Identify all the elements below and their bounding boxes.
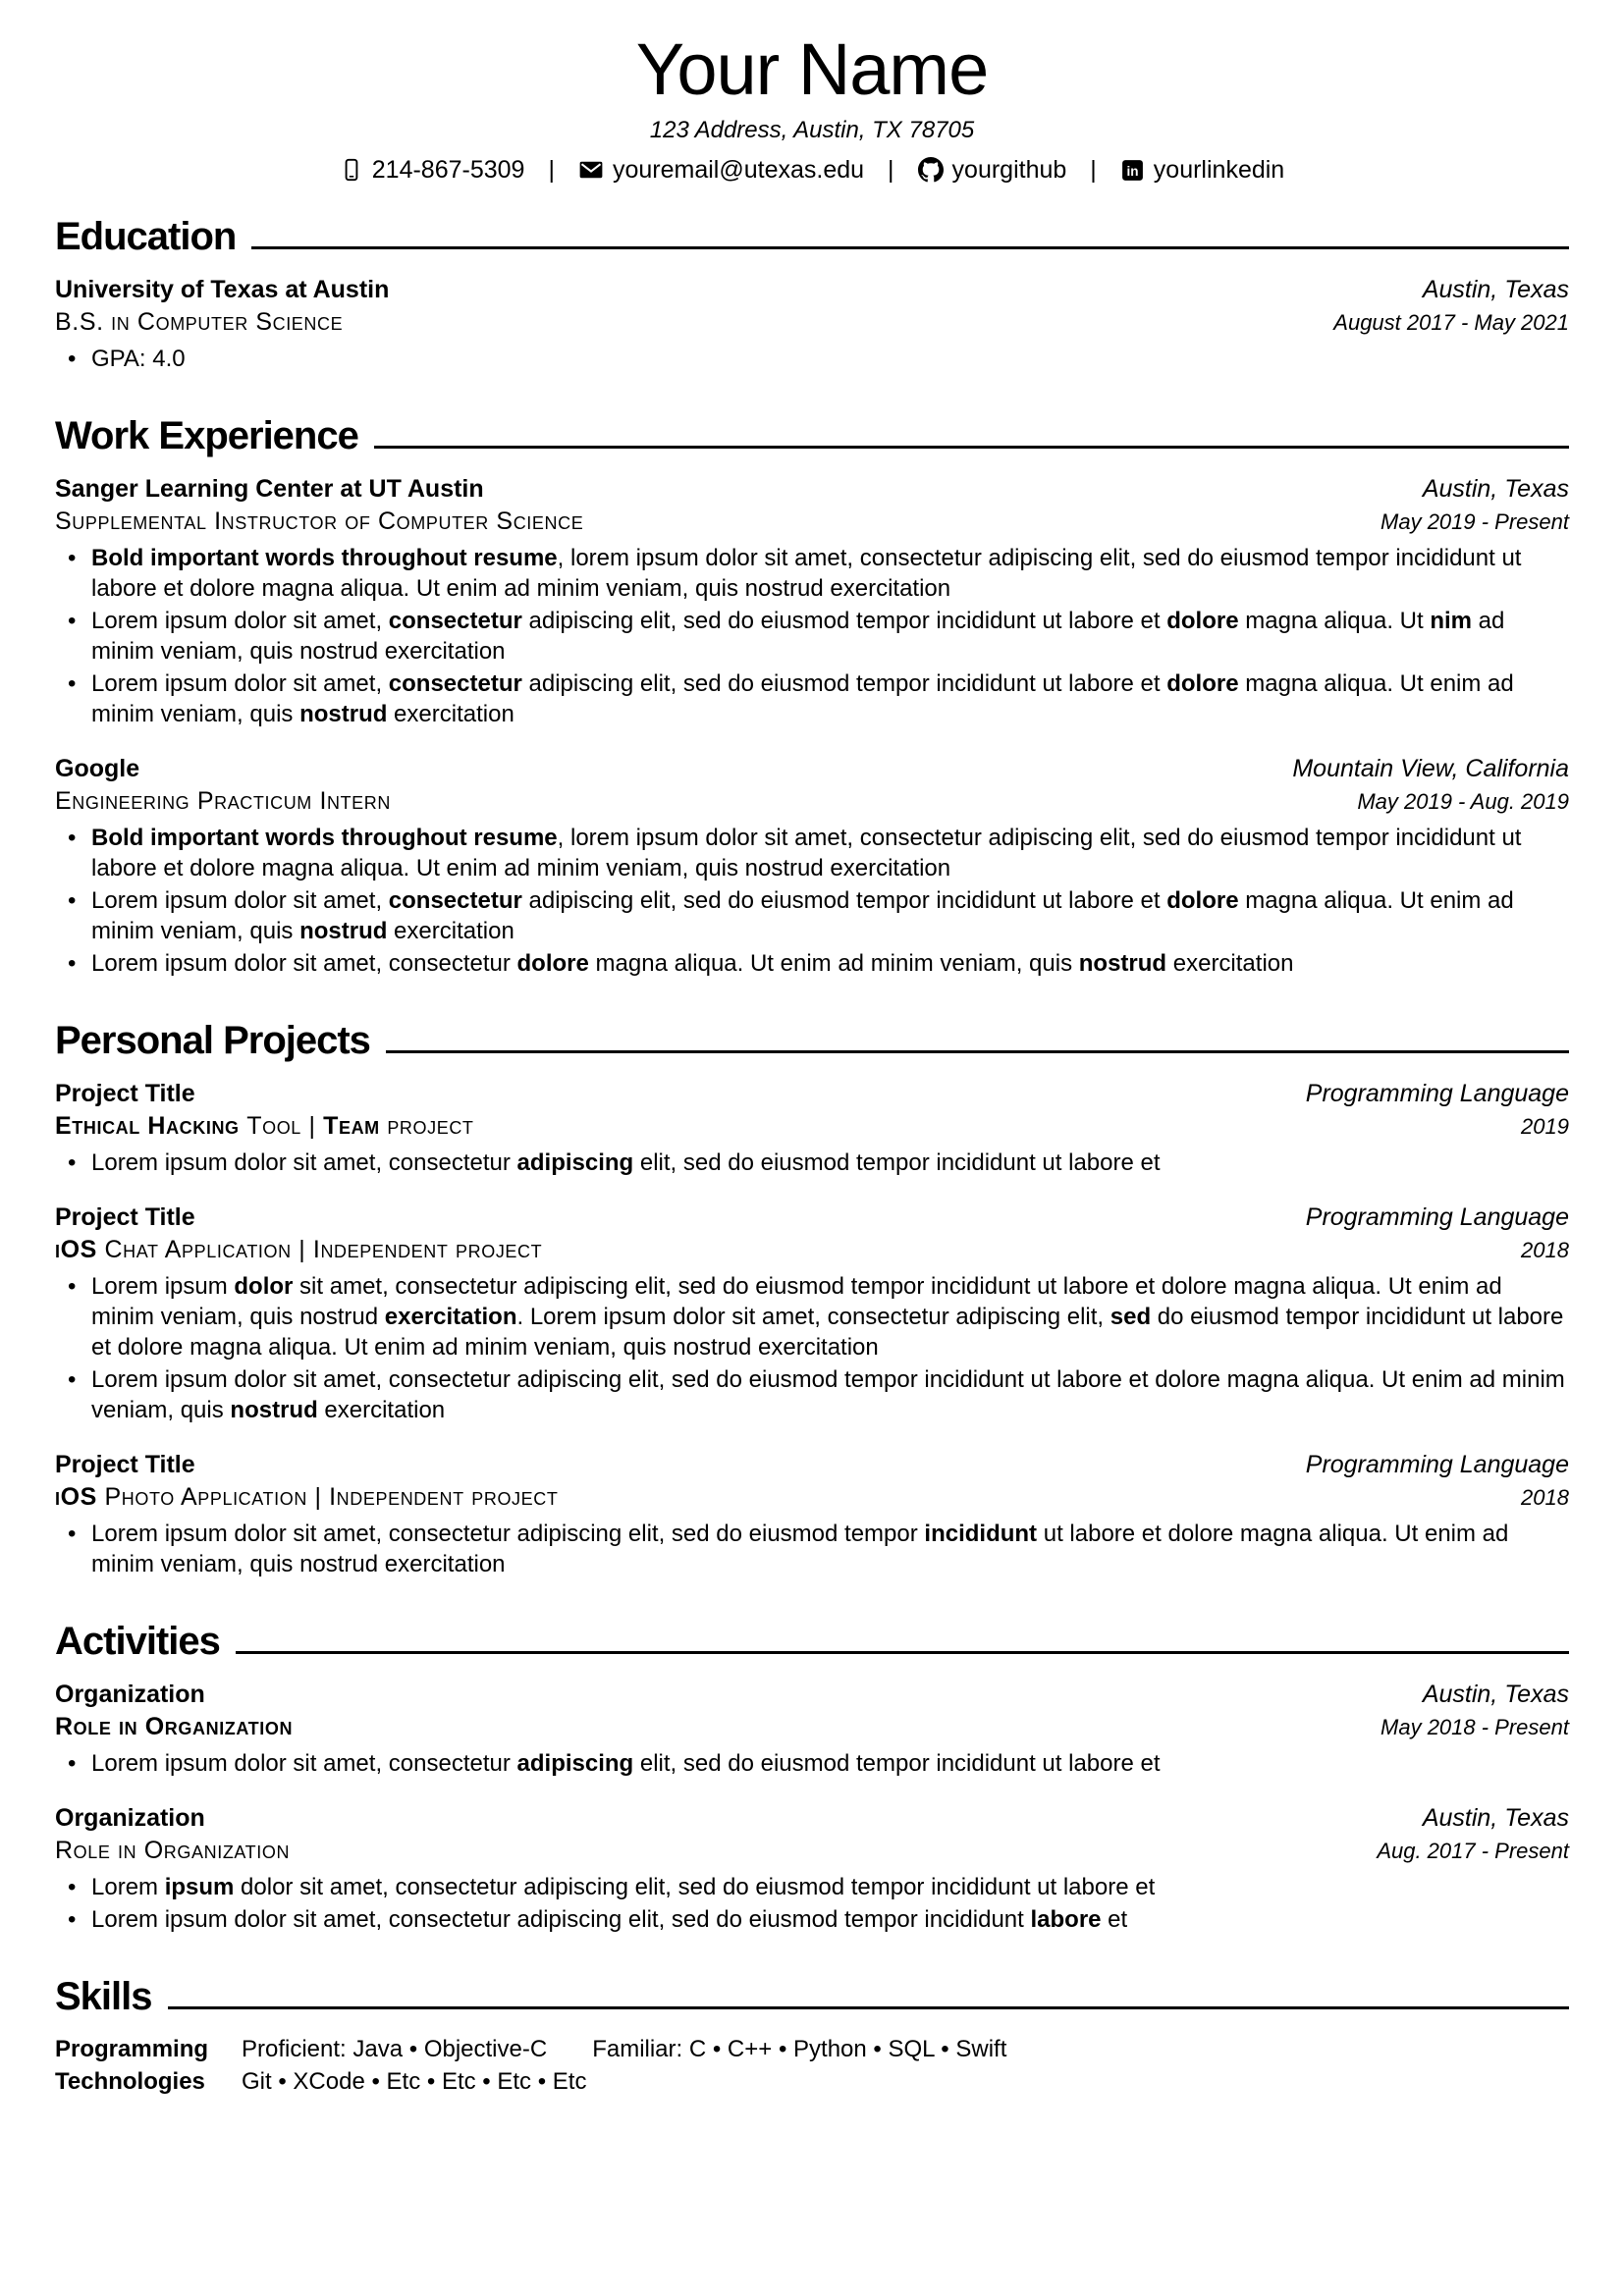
entry-subtitle: Engineering Practicum Intern [55, 786, 391, 815]
education-entry [55, 274, 1569, 374]
entry-dates: 2018 [1521, 1484, 1569, 1510]
skills-row [55, 2065, 1569, 2098]
entry-dates: 2019 [1521, 1113, 1569, 1139]
bullet-list [55, 344, 1569, 374]
work-experience-heading: Work Experience [55, 413, 358, 457]
project-entry [55, 1078, 1569, 1178]
activity-entry [55, 1679, 1569, 1779]
project-entry [55, 1201, 1569, 1425]
bullet-list [55, 1748, 1569, 1779]
section-header [55, 214, 1569, 259]
entry-dates: Aug. 2017 - Present [1377, 1838, 1569, 1863]
entry-title: University of Texas at Austin [55, 275, 390, 303]
entry-title: Google [55, 754, 140, 782]
section-skills [55, 1974, 1569, 2098]
education-heading: Education [55, 214, 237, 258]
entry-subtitle: Role in Organization [55, 1712, 294, 1740]
personal-projects-heading: Personal Projects [55, 1018, 370, 1062]
skills-values [242, 2033, 1006, 2065]
skills-row [55, 2033, 1569, 2065]
section-rule [168, 2006, 1569, 2009]
name-heading: Your Name [635, 28, 989, 110]
bullet-item: • Lorem ipsum dolor sit amet, consectetur adipiscing elit, sed do eiusmod tempor incididunt ut labore et dolore magna aliqua. Ut enim ad minim veniam, quis nostrud exercitation [55, 668, 1569, 729]
bullet-item: • Lorem ipsum dolor sit amet, consectetur adipiscing elit, sed do eiusmod tempor incididunt ut labore et dolore magna aliqua. Ut enim ad minim veniam, quis nostrud exercitation [55, 885, 1569, 946]
skills-label: Technologies [55, 2067, 205, 2095]
bullet-item: • Lorem ipsum dolor sit amet, consectetur adipiscing elit, sed do eiusmod tempor incididunt ut labore et dolore magna aliqua. Ut nim ad minim veniam, quis nostrud exercitation [55, 606, 1569, 667]
bullet-item: • Lorem ipsum dolor sit amet, consectetur adipiscing elit, sed do eiusmod tempor incididunt labore et [55, 1904, 1569, 1935]
entry-location: Programming Language [1305, 1450, 1569, 1478]
work-entry [55, 473, 1569, 729]
bullet-list [55, 1148, 1569, 1178]
bullet-item: • Lorem ipsum dolor sit amet, consectetur adipiscing elit, sed do eiusmod tempor incididunt ut labore et [55, 1148, 1569, 1178]
bullet-list [55, 1872, 1569, 1935]
bullet-item: • Bold important words throughout resume, lorem ipsum dolor sit amet, consectetur adipiscing elit, sed do eiusmod tempor incididunt ut labore et dolore magna aliqua. Ut enim ad minim veniam, quis nostrud exercitation [55, 543, 1569, 604]
linkedin-icon [1120, 158, 1145, 183]
section-header [55, 413, 1569, 458]
bullet-item: • Lorem ipsum dolor sit amet, consectetur adipiscing elit, sed do eiusmod tempor incididunt ut labore et dolore magna aliqua. Ut enim ad minim veniam, quis nostrud exercitation [55, 1364, 1569, 1425]
entry-location: Austin, Texas [1422, 1680, 1569, 1708]
entry-subtitle: iOS Chat Application | Independent project [55, 1235, 543, 1263]
resume-header [55, 29, 1569, 185]
entry-dates: May 2018 - Present [1380, 1714, 1569, 1739]
section-work-experience [55, 413, 1569, 979]
section-rule [236, 1651, 1569, 1654]
bullet-item: • Lorem ipsum dolor sit amet, consectetur adipiscing elit, sed do eiusmod tempor incididunt ut labore et [55, 1872, 1569, 1902]
bullet-list [55, 1271, 1569, 1425]
separator: | [1090, 155, 1097, 184]
github-contact[interactable] [918, 156, 1067, 185]
bullet-item: • Bold important words throughout resume, lorem ipsum dolor sit amet, consectetur adipiscing elit, sed do eiusmod tempor incididunt ut labore et dolore magna aliqua. Ut enim ad minim veniam, quis nostrud exercitation [55, 823, 1569, 883]
separator: | [888, 155, 894, 184]
linkedin-contact[interactable] [1120, 156, 1284, 185]
entry-title: Sanger Learning Center at UT Austin [55, 474, 484, 503]
entry-dates: May 2019 - Aug. 2019 [1357, 788, 1569, 814]
separator: | [548, 155, 555, 184]
phone-number: 214-867-5309 [371, 155, 525, 184]
svg-text:in: in [1126, 163, 1139, 179]
section-header [55, 1974, 1569, 2019]
entry-title: Project Title [55, 1450, 195, 1478]
entry-title: Organization [55, 1680, 205, 1708]
phone-icon [340, 158, 363, 182]
skills-value: Git • XCode • Etc • Etc • Etc • Etc [242, 2067, 587, 2095]
bullet-item: • Lorem ipsum dolor sit amet, consectetur adipiscing elit, sed do eiusmod tempor incididunt ut labore et dolore magna aliqua. Ut enim ad minim veniam, quis nostrud exercitation [55, 1519, 1569, 1579]
section-rule [374, 446, 1569, 449]
bullet-item: • Lorem ipsum dolor sit amet, consectetur adipiscing elit, sed do eiusmod tempor incididunt ut labore et dolore magna aliqua. Ut enim ad minim veniam, quis nostrud exercitation. Lorem ipsum dolor sit amet, consectetur adipiscing elit, sed do eiusmod tempor incididunt ut labore et dolore magna aliqua. Ut enim ad minim veniam, quis nostrud exercitation [55, 1271, 1569, 1362]
section-rule [386, 1050, 1569, 1053]
entry-location: Mountain View, California [1292, 754, 1569, 782]
entry-location: Austin, Texas [1422, 1803, 1569, 1832]
bullet-item: • GPA: 4.0 [55, 344, 1569, 374]
skills-heading: Skills [55, 1974, 152, 2018]
skills-values [242, 2065, 586, 2098]
github-icon [918, 157, 944, 183]
entry-dates: 2018 [1521, 1237, 1569, 1262]
contact-bar [55, 156, 1569, 185]
bullet-item: • Lorem ipsum dolor sit amet, consectetur dolore magna aliqua. Ut enim ad minim veniam, quis nostrud exercitation [55, 948, 1569, 979]
entry-location: Programming Language [1305, 1202, 1569, 1231]
activities-heading: Activities [55, 1619, 220, 1663]
project-entry [55, 1449, 1569, 1579]
email-icon [578, 157, 604, 183]
phone-contact [340, 156, 525, 185]
email-text: youremail@utexas.edu [612, 155, 865, 184]
entry-subtitle: B.S. in Computer Science [55, 307, 344, 336]
section-rule [251, 246, 1569, 249]
section-activities [55, 1619, 1569, 1935]
entry-title: Project Title [55, 1202, 195, 1231]
address-line: 123 Address, Austin, TX 78705 [649, 116, 975, 143]
skills-value: Proficient: Java • Objective-C [242, 2035, 548, 2062]
linkedin-text: yourlinkedin [1153, 155, 1285, 184]
entry-title: Organization [55, 1803, 205, 1832]
section-header [55, 1018, 1569, 1063]
section-education [55, 214, 1569, 374]
entry-subtitle: Supplemental Instructor of Computer Science [55, 507, 584, 535]
bullet-item: • Lorem ipsum dolor sit amet, consectetur adipiscing elit, sed do eiusmod tempor incididunt ut labore et [55, 1748, 1569, 1779]
entry-location: Austin, Texas [1422, 474, 1569, 503]
bullet-list [55, 1519, 1569, 1579]
bullet-list [55, 823, 1569, 979]
entry-location: Austin, Texas [1422, 275, 1569, 303]
entry-dates: May 2019 - Present [1380, 508, 1569, 534]
email-contact[interactable] [578, 156, 864, 185]
work-entry [55, 753, 1569, 979]
skills-table [55, 2033, 1569, 2098]
entry-subtitle: iOS Photo Application | Independent project [55, 1482, 559, 1511]
entry-subtitle: Role in Organization [55, 1836, 291, 1864]
skills-label: Programming [55, 2035, 209, 2062]
entry-subtitle: Ethical Hacking Tool | Team project [55, 1111, 474, 1140]
section-personal-projects [55, 1018, 1569, 1579]
entry-location: Programming Language [1305, 1079, 1569, 1107]
activity-entry [55, 1802, 1569, 1935]
bullet-list [55, 543, 1569, 729]
skills-value: Familiar: C • C++ • Python • SQL • Swift [592, 2035, 1007, 2062]
github-text: yourgithub [951, 155, 1067, 184]
section-header [55, 1619, 1569, 1664]
entry-title: Project Title [55, 1079, 195, 1107]
entry-dates: August 2017 - May 2021 [1333, 309, 1569, 335]
